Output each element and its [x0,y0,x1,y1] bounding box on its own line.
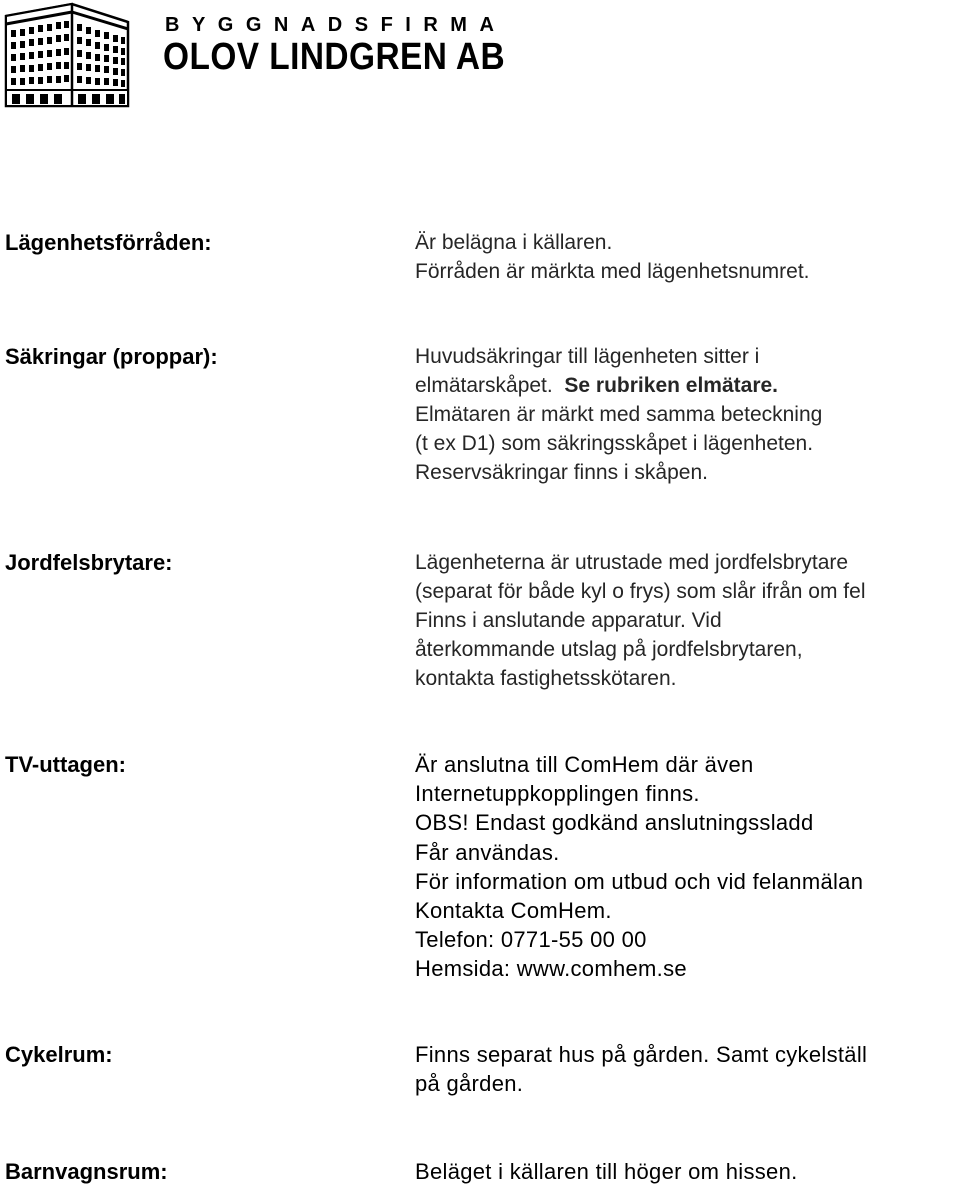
section-content [415,750,960,984]
section-label: TV-uttagen: [5,752,126,777]
text-line: Reservsäkringar finns i skåpen. [415,461,708,484]
text-line: Finns separat hus på gården. Samt cykelställ [415,1042,868,1067]
text-line: återkommande utslag på jordfelsbrytaren, [415,638,803,661]
text-line: För information om utbud och vid felanmälan [415,868,864,894]
letterhead [0,0,960,112]
company-name: OLOV LINDGREN AB [163,36,506,78]
text-line: Telefon: 0771-55 00 00 [415,927,647,953]
text-line: Är belägna i källaren. [415,231,613,254]
text-line: kontakta fastighetsskötaren. [415,667,677,690]
section-label: Jordfelsbrytare: [5,550,173,575]
text-line: Lägenheterna är utrustade med jordfelsbrytare [415,551,849,574]
text-run-bold: Se rubriken elmätare. [564,374,779,397]
text-line: Internetuppkopplingen finns. [415,781,700,807]
text-line: (t ex D1) som säkringsskåpet i lägenheten. [415,432,814,455]
text-line [415,371,960,400]
text-line: Hemsida: www.comhem.se [415,956,687,982]
section-content [415,1157,960,1186]
text-line: Är anslutna till ComHem där även [415,752,754,777]
text-line: på gården. [415,1071,524,1097]
text-line: Elmätaren är märkt med samma beteckning [415,403,823,426]
section-label: Lägenhetsförråden: [5,230,212,255]
building-logo-icon [2,2,130,110]
section-content [415,342,960,487]
section-label: Barnvagnsrum: [5,1159,168,1184]
text-line: OBS! Endast godkänd anslutningssladd [415,810,814,836]
section-label: Säkringar (proppar): [5,344,218,369]
text-line: Huvudsäkringar till lägenheten sitter i [415,345,760,368]
section-content [415,228,960,286]
text-line: Får användas. [415,839,560,865]
text-line: (separat för både kyl o frys) som slår ifrån om fel [415,580,866,603]
text-run: elmätarskåpet. [415,374,553,397]
text-line: Finns i anslutande apparatur. Vid [415,609,722,632]
section-label: Cykelrum: [5,1042,113,1067]
section-content [415,548,960,693]
section-content [415,1040,960,1098]
text-line: Beläget i källaren till höger om hissen. [415,1159,798,1184]
text-line: Förråden är märkta med lägenhetsnumret. [415,260,810,283]
company-subtitle: BYGGNADSFIRMA [165,14,507,36]
text-line: Kontakta ComHem. [415,898,612,924]
